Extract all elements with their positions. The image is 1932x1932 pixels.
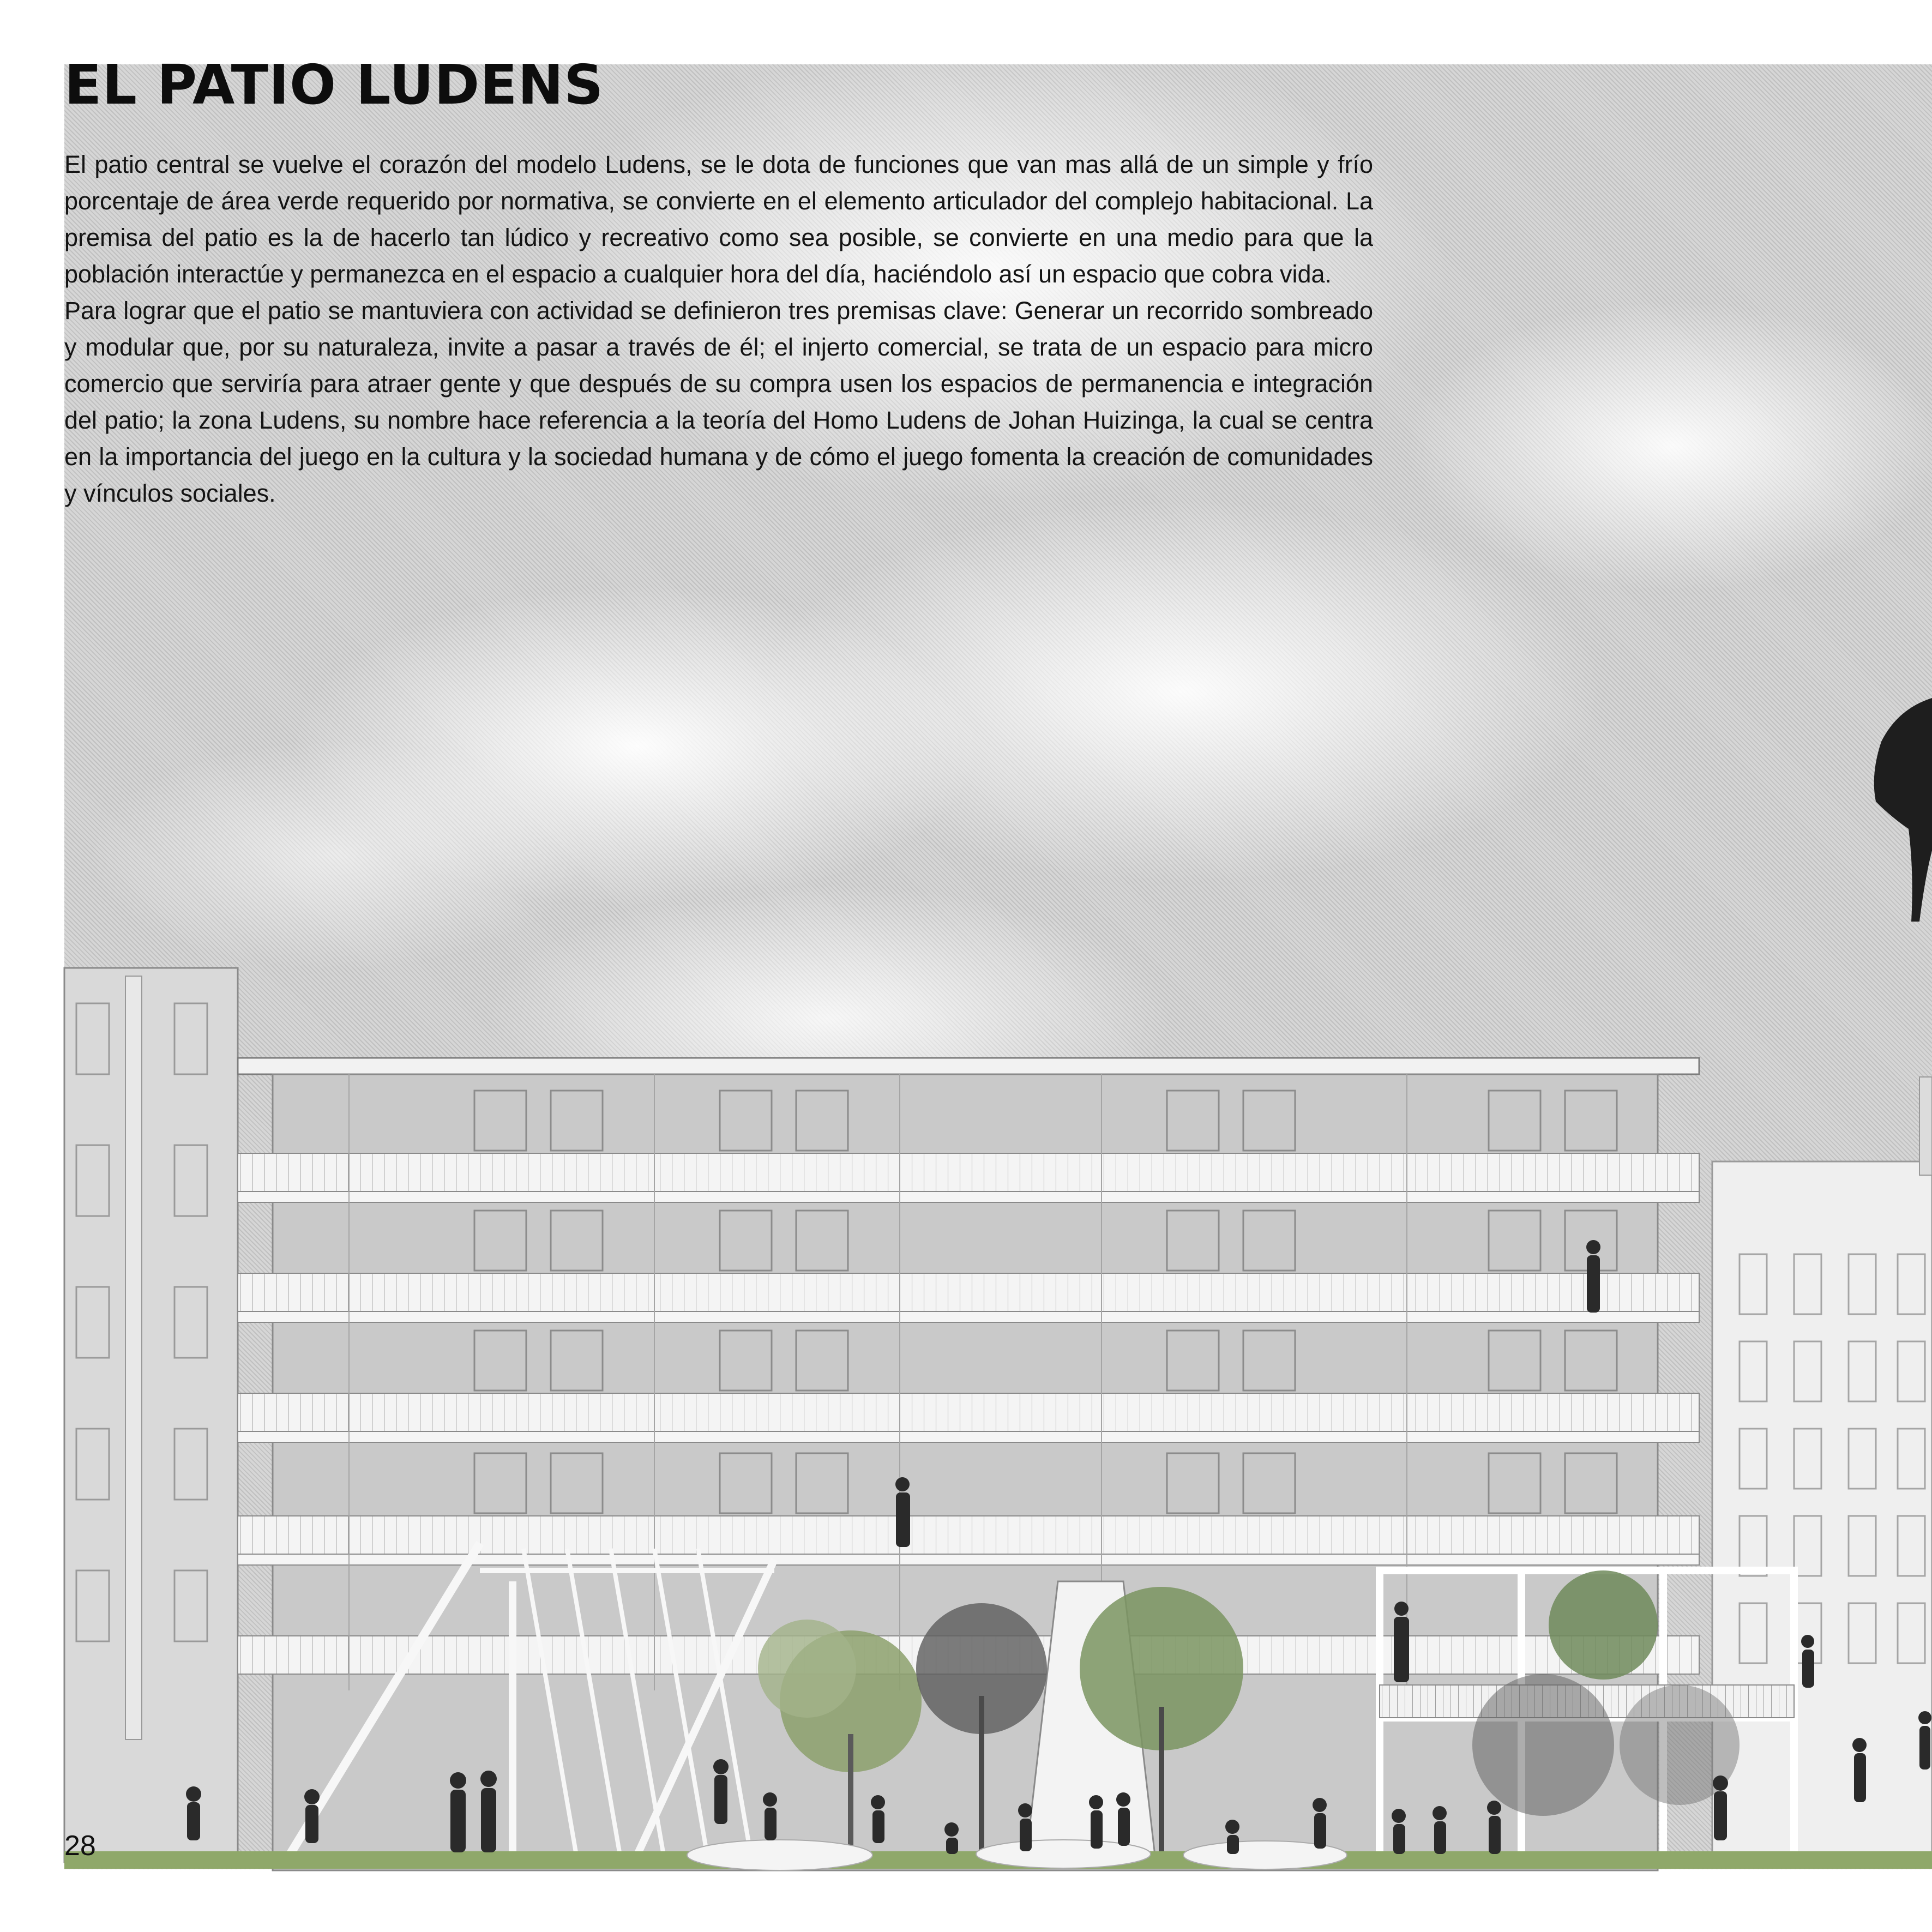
page-title: EL PATIO LUDENS	[64, 53, 604, 117]
paragraph: El patio central se vuelve el corazón del modelo Ludens, se le dota de funciones que van mas allá de un simple y frío porcentaje de área verde requerido por normativa, se convierte en el elemento articulador del complejo habitacional. La premisa del patio es la de hacerlo tan lúdico y recreativo como sea posible, se convierte en una medio para que la población interactúe y permanezca en el espacio a cualquier hora del día, haciéndolo así un espacio que cobra vida.	[64, 151, 1373, 288]
paragraph: Para lograr que el patio se mantuviera con actividad se definieron tres premisas clave: Generar un recorrido sombreado y modular que, por su naturaleza, invite a pasar a través de él; el injerto comercial, se trata de un espacio para micro comercio que serviría para atraer gente y que después de su compra usen los espacios de permanencia e integración del patio; la zona Ludens, su nombre hace referencia a la teoría del Homo Ludens de Johan Huizinga, la cual se centra en la importancia del juego en la cultura y la sociedad humana y de cómo el juego fomenta la creación de comunidades y vínculos sociales.	[64, 297, 1373, 507]
page-number: 28	[64, 1830, 96, 1862]
body-text	[64, 146, 1373, 511]
dragon-silhouette	[1874, 698, 1932, 922]
right-building	[1712, 1077, 1932, 1865]
left-building	[64, 968, 238, 1862]
